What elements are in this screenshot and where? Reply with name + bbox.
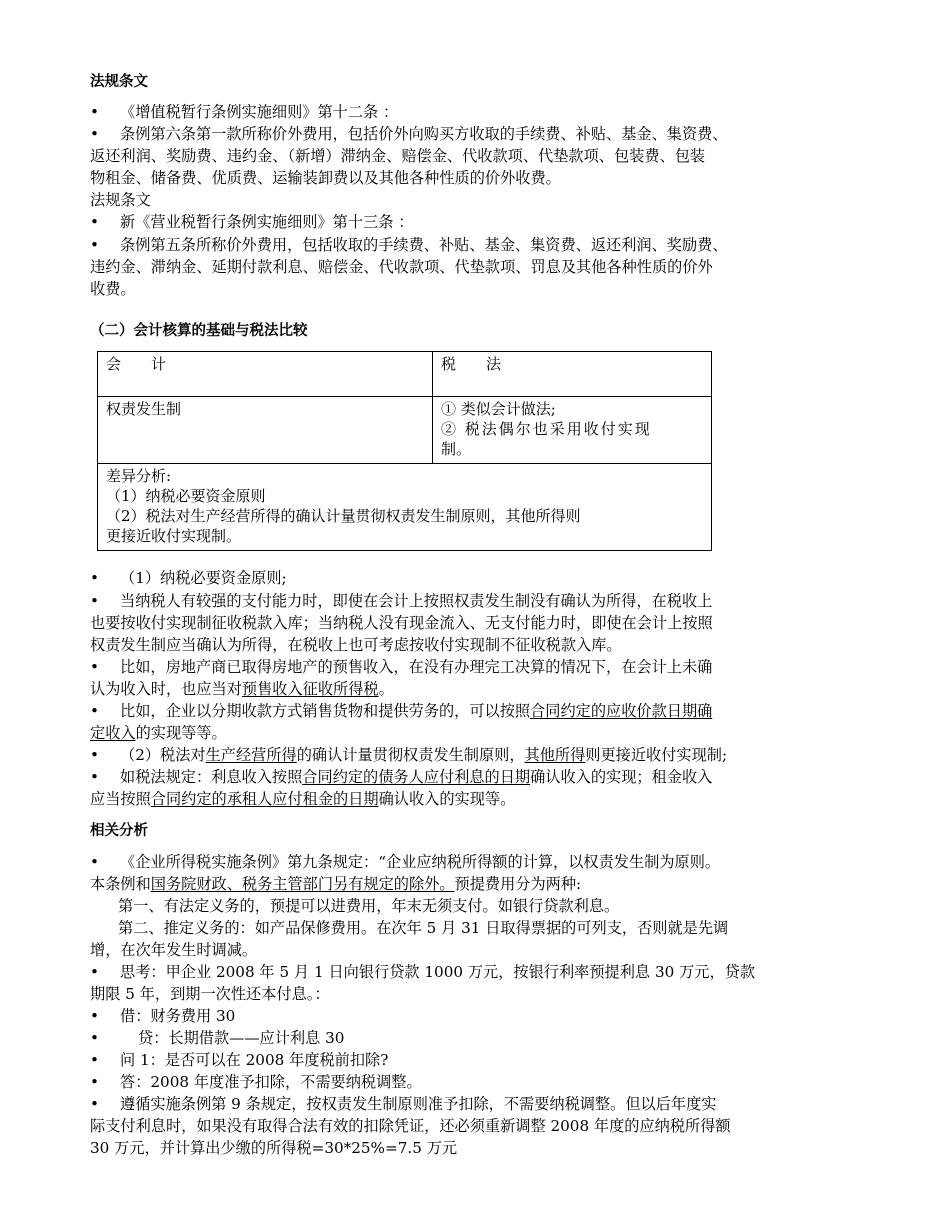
text-span: 预提费用分为两种: [454, 875, 582, 893]
list-item-text: 《增值税暂行条例实施细则》第十二条 ： [120, 103, 399, 121]
bullet: • [90, 569, 99, 587]
list-item [90, 1071, 880, 1093]
bullet: • [90, 1029, 99, 1047]
list-item-text: 遵循实施条例第 9 条规定，按权责发生制原则准予扣除，不需要纳税调整。但以后年度实 [120, 1095, 717, 1113]
text-span: （2）税法对 [120, 746, 206, 764]
list-item-text: 条例第五条所称价外费用，包括收取的手续费、补贴、基金、集资费、返还利润、奖励费、 [120, 236, 728, 254]
table-header-row [98, 352, 712, 397]
table-cell-accrual: 权责发生制 [98, 397, 433, 464]
section-heading-comparison: （二）会计核算的基础与税法比较 [90, 323, 308, 339]
underlined-text: 其他所得 [524, 746, 586, 764]
bullet: • [90, 125, 99, 143]
text-span: 比如，企业以分期收款方式销售货物和提供劳务的，可以按照 [120, 702, 531, 720]
list-item-text: 新《营业税暂行条例实施细则》第十三条 ： [120, 213, 414, 231]
list-item-text: 《企业所得税实施条例》第九条规定：“企业应纳税所得额的计算，以权责发生制为原则。 [120, 853, 721, 871]
list-item [90, 656, 880, 678]
list-item-text: 答：2008 年度准予扣除，不需要纳税调整。 [120, 1073, 422, 1091]
list-item [90, 123, 880, 145]
list-item [90, 744, 880, 766]
list-item-continuation: 物租金、储备费、优质费、运输装卸费以及其他各种性质的价外收费。 [90, 169, 561, 187]
list-item [90, 567, 880, 589]
section-heading-regulations-2: 法规条文 [90, 191, 151, 209]
list-item [90, 851, 880, 873]
bullet: • [90, 658, 99, 676]
list-item [90, 766, 880, 788]
underlined-text: 合同约定的债务人应付利息的日期 [302, 768, 531, 786]
table-row-difference [98, 464, 712, 551]
list-item-text: 比如，房地产商已取得房地产的预售收入，在没有办理完工决算的情况下，在会计上未确 [120, 658, 713, 676]
list-item-continuation [90, 722, 880, 744]
underlined-text: 预售收入征收所得税 [241, 680, 379, 698]
list-item [90, 590, 880, 612]
list-item [90, 700, 880, 722]
list-item [90, 1049, 880, 1071]
text-span: 本条例和 [90, 875, 151, 893]
bullet: • [90, 963, 99, 981]
cell-line: （1）纳税必要资金原则 [106, 487, 266, 505]
text-span: 则更接近收付实现制; [585, 746, 728, 764]
bullet: • [90, 1073, 99, 1091]
bullet: • [90, 1095, 99, 1113]
text-span: 确认收入的实现等。 [378, 790, 516, 808]
underlined-text: 生产经营所得 [205, 746, 297, 764]
list-item-continuation: 返还利润、奖励费、违约金、（新增）滞纳金、赔偿金、代收款项、代垫款项、包装费、包装 [90, 147, 706, 165]
list-item [90, 1005, 880, 1027]
list-item-text: 当纳税人有较强的支付能力时，即使在会计上按照权责发生制没有确认为所得，在税收上 [120, 592, 713, 610]
table-cell-difference-analysis [98, 464, 712, 551]
list-item-continuation: 30 万元，并计算出少缴的所得税=30*25%=7.5 万元 [90, 1139, 458, 1157]
table-header-tax-law: 税 法 [433, 352, 712, 397]
paragraph-continuation: 增，在次年发生时调减。 [90, 941, 258, 959]
underlined-text: 国务院财政、税务主管部门另有规定的除外。 [150, 875, 455, 893]
bullet: • [90, 592, 99, 610]
list-item [90, 234, 880, 256]
text-span: 应当按照 [90, 790, 151, 808]
text-span: 确认收入的实现；租金收入 [530, 768, 713, 786]
bullet: • [90, 768, 99, 786]
list-item-continuation: 际支付利息时，如果没有取得合法有效的扣除凭证，还必须重新调整 2008 年度的应纳税所得额 [90, 1117, 731, 1135]
list-item-continuation: 收费。 [90, 280, 136, 298]
list-item [90, 1027, 880, 1049]
comparison-table [97, 351, 712, 551]
list-item-continuation: 违约金、滞纳金、延期付款利息、赔偿金、代收款项、代垫款项、罚息及其他各种性质的价外 [90, 258, 713, 276]
list-item-continuation: 权责发生制应当确认为所得，在税收上也可考虑按收付实现制不征收税款入库。 [90, 636, 622, 654]
list-item-continuation [90, 788, 880, 810]
cell-line: （2）税法对生产经营所得的确认计量贯彻权责发生制原则，其他所得则 [106, 507, 581, 525]
text-span: 的实现等等。 [135, 724, 227, 742]
section-heading-analysis: 相关分析 [90, 823, 148, 839]
list-item-text: （1）纳税必要资金原则; [120, 569, 287, 587]
section-heading-regulations-1: 法规条文 [90, 74, 148, 90]
list-item-text: 条例第六条第一款所称价外费用，包括价外向购买方收取的手续费、补贴、基金、集资费、 [120, 125, 728, 143]
paragraph: 第一、有法定义务的，预提可以进费用，年末无须支付。如银行贷款利息。 [118, 897, 620, 915]
list-item-text: 贷：长期借款——应计利息 30 [138, 1029, 345, 1047]
cell-line: ① 类似会计做法; [441, 400, 556, 418]
text-span: 认为收入时，也应当对 [90, 680, 242, 698]
table-header-accounting: 会 计 [98, 352, 433, 397]
bullet: • [90, 746, 99, 764]
bullet: • [90, 853, 99, 871]
bullet: • [90, 1051, 99, 1069]
text-span: 的确认计量贯彻权责发生制原则， [296, 746, 525, 764]
underlined-text: 合同约定的应收价款日期确 [530, 702, 713, 720]
cell-line: 制。 [441, 440, 472, 458]
list-item-text: 思考：甲企业 2008 年 5 月 1 日向银行贷款 1000 万元，按银行利率预提利息 30 万元，贷款 [120, 963, 756, 981]
list-item [90, 1093, 880, 1115]
list-item-text: 借：财务费用 30 [120, 1007, 236, 1025]
list-item-continuation [90, 873, 880, 895]
underlined-text: 合同约定的承租人应付租金的日期 [150, 790, 379, 808]
table-row [98, 397, 712, 464]
list-item-continuation: 也要按收付实现制征收税款入库；当纳税人没有现金流入、无支付能力时，即使在会计上按照 [90, 614, 713, 632]
bullet: • [90, 103, 99, 121]
list-item-text: 问 1：是否可以在 2008 年度税前扣除? [120, 1051, 389, 1069]
bullet: • [90, 236, 99, 254]
bullet: • [90, 1007, 99, 1025]
cell-line: 差异分析: [106, 467, 172, 485]
list-item [90, 961, 880, 983]
list-item-continuation: 期限 5 年，到期一次性还本付息。： [90, 985, 330, 1003]
list-item [90, 211, 880, 233]
list-item [90, 101, 880, 123]
text-span: 如税法规定：利息收入按照 [120, 768, 303, 786]
cell-line: ② 税法偶尔也采用收付实现 [441, 420, 652, 438]
text-span: 。 [378, 680, 394, 698]
cell-line: 更接近收付实现制。 [106, 527, 242, 545]
bullet: • [90, 702, 99, 720]
table-cell-tax-methods [433, 397, 712, 464]
underlined-text: 定收入 [90, 724, 136, 742]
paragraph: 第二、推定义务的：如产品保修费用。在次年 5 月 31 日取得票据的可列支，否则就是先调 [118, 919, 729, 937]
list-item-continuation [90, 678, 880, 700]
bullet: • [90, 213, 99, 231]
